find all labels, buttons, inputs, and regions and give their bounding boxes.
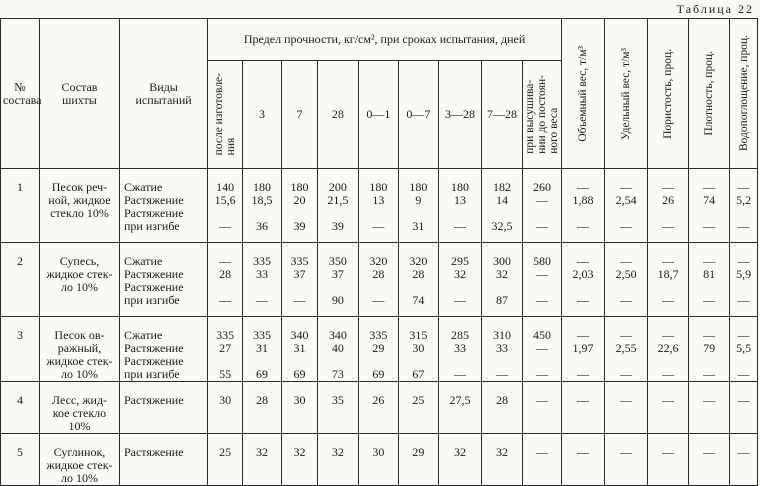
phys-cell: — 1,88 — — [561, 169, 604, 243]
row-composition: Песок ов- ражный, жидкое стек- ло 10% — [39, 317, 119, 382]
data-table — [0, 18, 758, 486]
phys-cell: — — [648, 434, 689, 486]
header-test-types: Виды испытаний — [119, 19, 207, 169]
phys-cell: — 79 — — [689, 317, 730, 382]
header-day-3: 3 — [243, 61, 282, 169]
strength-cell: 295 32 — — [438, 243, 481, 317]
table-row — [1, 434, 758, 486]
phys-cell: — — [605, 382, 648, 434]
row-test-types: Сжатие Растяжение Растяжение при изгибе — [119, 243, 207, 317]
phys-cell: — — [561, 434, 604, 486]
strength-cell: 200 21,5 39 — [317, 169, 358, 243]
header-day-0-7: 0—7 — [398, 61, 438, 169]
strength-cell: 29 — [398, 434, 438, 486]
strength-cell: 32 — [438, 434, 481, 486]
phys-cell: — — [689, 434, 730, 486]
header-bulk-density: Объемный вес, т/м³ — [561, 19, 604, 169]
header-specific-gravity: Удельный вес, т/м³ — [605, 19, 648, 169]
phys-cell: — 5,9 — — [730, 243, 758, 317]
strength-cell: 315 30 67 — [398, 317, 438, 382]
phys-cell: — 2,50 — — [605, 243, 648, 317]
strength-cell: 180 20 39 — [282, 169, 318, 243]
phys-cell: — — [730, 434, 758, 486]
phys-cell: — 1,97 — — [561, 317, 604, 382]
strength-cell: 335 31 69 — [243, 317, 282, 382]
row-composition: Лесс, жид- кое стекло 10% — [39, 382, 119, 434]
row-composition: Песок реч- ной, жидкое стекло 10% — [39, 169, 119, 243]
strength-cell: 32 — [243, 434, 282, 486]
strength-cell: 450 — — — [523, 317, 562, 382]
row-number: 4 — [1, 382, 40, 434]
table-body — [1, 169, 758, 486]
table-row — [1, 382, 758, 434]
strength-cell: 182 14 32,5 — [482, 169, 523, 243]
strength-cell: 30 — [358, 434, 398, 486]
strength-cell: 180 9 31 — [398, 169, 438, 243]
row-test-types: Сжатие Растяжение Растяжение при изгибе — [119, 317, 207, 382]
strength-cell: 260 — — — [523, 169, 562, 243]
header-day-7: 7 — [282, 61, 318, 169]
phys-cell: — 22,6 — — [648, 317, 689, 382]
row-composition: Супесь, жидкое стек- ло 10% — [39, 243, 119, 317]
row-number: 2 — [1, 243, 40, 317]
phys-cell: — 18,7 — — [648, 243, 689, 317]
row-number: 1 — [1, 169, 40, 243]
strength-cell: 30 — [208, 382, 243, 434]
phys-cell: — — [730, 382, 758, 434]
strength-cell: 320 28 74 — [398, 243, 438, 317]
strength-cell: 26 — [358, 382, 398, 434]
strength-cell: 30 — [282, 382, 318, 434]
row-test-types: Растяжение — [119, 434, 207, 486]
table-row — [1, 243, 758, 317]
header-density: Плотность, проц. — [689, 19, 730, 169]
strength-cell: 32 — [282, 434, 318, 486]
strength-cell: 310 33 — — [482, 317, 523, 382]
strength-cell: 28 — [243, 382, 282, 434]
strength-cell: 180 13 — — [358, 169, 398, 243]
header-after-manufacture: после изготовле- ния — [208, 61, 243, 169]
table-row — [1, 169, 758, 243]
strength-cell: 335 27 55 — [208, 317, 243, 382]
header-porosity: Пористость, проц. — [648, 19, 689, 169]
phys-cell: — 2,03 — — [561, 243, 604, 317]
strength-cell: 25 — [208, 434, 243, 486]
phys-cell: — 81 — — [689, 243, 730, 317]
phys-cell: — — [605, 434, 648, 486]
phys-cell: — 2,55 — — [605, 317, 648, 382]
phys-cell: — 5,5 — — [730, 317, 758, 382]
row-composition: Суглинок, жидкое стек- ло 10% — [39, 434, 119, 486]
strength-cell: 335 29 69 — [358, 317, 398, 382]
header-day-7-28: 7—28 — [482, 61, 523, 169]
phys-cell: — — [648, 382, 689, 434]
strength-cell: 300 32 87 — [482, 243, 523, 317]
strength-cell: 32 — [317, 434, 358, 486]
row-test-types: Сжатие Растяжение Растяжение при изгибе — [119, 169, 207, 243]
row-test-types: Растяжение — [119, 382, 207, 434]
phys-cell: — 2,54 — — [605, 169, 648, 243]
strength-cell: 35 — [317, 382, 358, 434]
strength-cell: 28 — [482, 382, 523, 434]
strength-cell: 140 15,6 — — [208, 169, 243, 243]
header-water-absorption: Водопоглощение, проц. — [730, 19, 758, 169]
strength-cell: — — [523, 382, 562, 434]
strength-cell: 180 13 — — [438, 169, 481, 243]
phys-cell: — 26 — — [648, 169, 689, 243]
header-day-3-28: 3—28 — [438, 61, 481, 169]
strength-cell: 32 — [482, 434, 523, 486]
header-number: № состава — [1, 19, 40, 169]
strength-cell: 335 37 — — [282, 243, 318, 317]
header-composition: Состав шихты — [39, 19, 119, 169]
header-day-0-1: 0—1 — [358, 61, 398, 169]
table-row — [1, 317, 758, 382]
phys-cell: — — [689, 382, 730, 434]
strength-cell: 180 18,5 36 — [243, 169, 282, 243]
phys-cell: — — [561, 382, 604, 434]
header-day-28: 28 — [317, 61, 358, 169]
header-strength-group: Предел прочности, кг/см², при сроках испытания, дней — [208, 19, 562, 61]
strength-cell: 580 — — — [523, 243, 562, 317]
row-number: 3 — [1, 317, 40, 382]
strength-cell: 320 28 — — [358, 243, 398, 317]
strength-cell: 27,5 — [438, 382, 481, 434]
strength-cell: 350 37 90 — [317, 243, 358, 317]
strength-cell: 340 40 73 — [317, 317, 358, 382]
strength-cell: — 28 — — [208, 243, 243, 317]
header-dried: при высушива- нии до постоян- ного веса — [523, 61, 562, 169]
row-number: 5 — [1, 434, 40, 486]
phys-cell: — 74 — — [689, 169, 730, 243]
strength-cell: — — [523, 434, 562, 486]
strength-cell: 285 33 — — [438, 317, 481, 382]
strength-cell: 335 33 — — [243, 243, 282, 317]
strength-cell: 25 — [398, 382, 438, 434]
phys-cell: — 5,2 — — [730, 169, 758, 243]
table-caption: Таблица 22 — [676, 2, 754, 16]
strength-cell: 340 31 69 — [282, 317, 318, 382]
